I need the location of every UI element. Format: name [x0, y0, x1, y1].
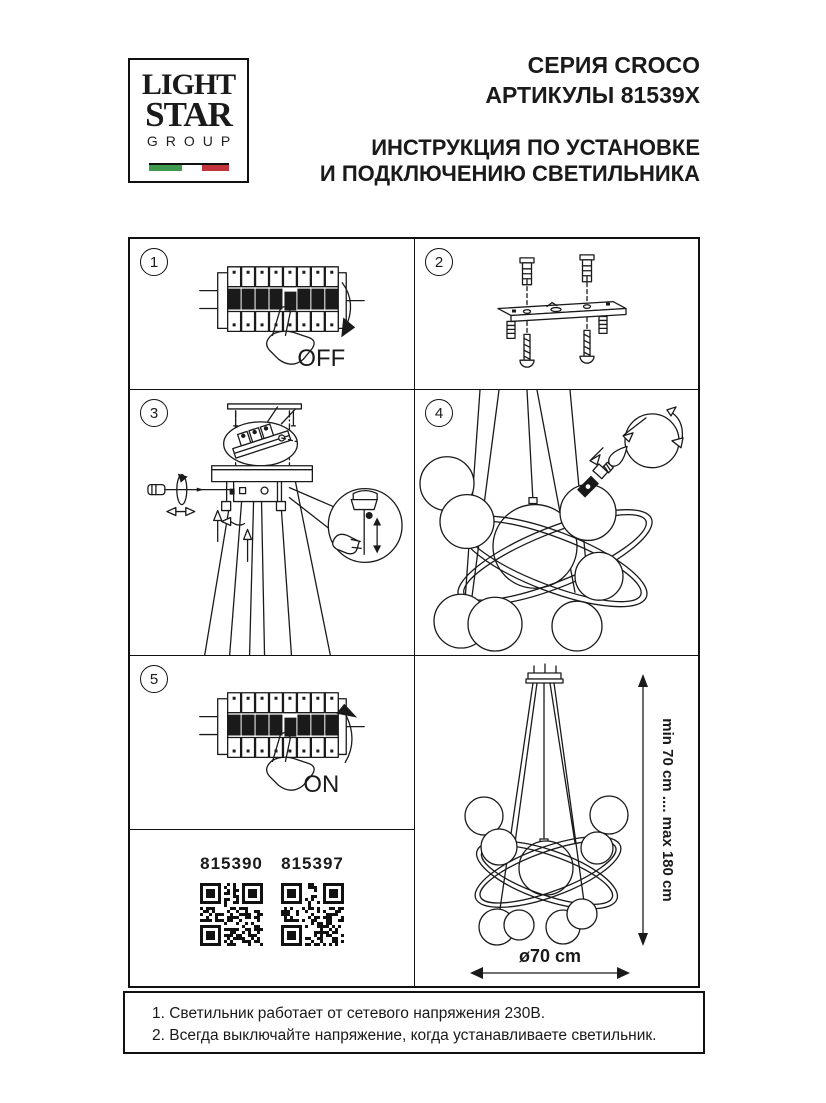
diameter-label: ø70 cm	[518, 946, 582, 966]
step-1-badge: 1	[140, 248, 168, 276]
step-4-panel	[415, 390, 698, 656]
series-header	[485, 50, 700, 110]
step-2-panel	[415, 239, 698, 390]
note-1: 1. Светильник работает от сетевого напряжения 230В.	[152, 1005, 546, 1022]
notes-box	[123, 991, 705, 1054]
lightstar-logo	[128, 58, 249, 183]
instruction-title	[320, 135, 700, 187]
step-1-panel	[130, 239, 415, 390]
svg-text:OFF: OFF	[297, 345, 346, 373]
title-line-2: И ПОДКЛЮЧЕНИЮ СВЕТИЛЬНИКА	[319, 161, 700, 186]
canopy-install-diagram	[130, 390, 414, 655]
series-name: СЕРИЯ CROCO	[527, 52, 700, 78]
qr-code-2	[281, 883, 344, 946]
step-4-badge: 4	[425, 399, 453, 427]
chandelier-assembly-diagram	[415, 390, 698, 655]
article-number-1: 815390	[200, 854, 263, 873]
article-number-2: 815397	[281, 854, 344, 873]
steps-grid	[128, 237, 700, 988]
step-2-badge: 2	[425, 248, 453, 276]
qr-code-1	[200, 883, 263, 946]
breaker-on-diagram	[130, 656, 414, 829]
italian-flag-stripe	[149, 163, 229, 171]
title-line-1: ИНСТРУКЦИЯ ПО УСТАНОВКЕ	[371, 135, 700, 160]
step-5-panel	[130, 656, 415, 830]
logo-word-group: GROUP	[146, 133, 239, 149]
logo-word-star: STAR	[145, 95, 232, 134]
note-2: 2. Всегда выключайте напряжение, когда устанавливаете светильник.	[152, 1027, 657, 1044]
height-range-label: min 70 cm .... max 180 cm	[659, 718, 676, 902]
step-5-badge: 5	[140, 665, 168, 693]
svg-text:ON: ON	[303, 771, 340, 799]
step-3-panel	[130, 390, 415, 656]
breaker-off-diagram	[130, 239, 414, 389]
step-3-badge: 3	[140, 399, 168, 427]
logo-word-light: LIGHT	[141, 68, 236, 101]
article-codes: АРТИКУЛЫ 81539X	[485, 82, 700, 108]
dimensions-diagram	[415, 656, 698, 986]
dimensions-panel	[415, 656, 698, 986]
mounting-bracket-diagram	[415, 239, 698, 389]
article-qr-panel	[130, 830, 415, 986]
